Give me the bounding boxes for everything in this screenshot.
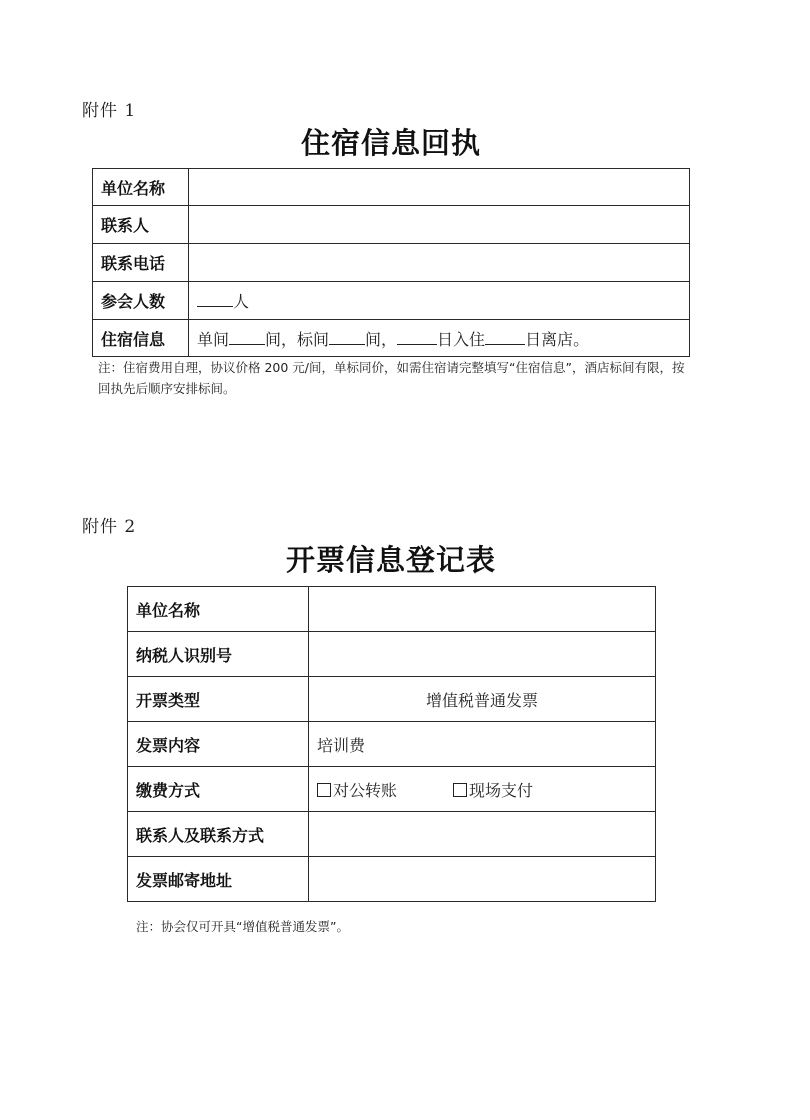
invoice-form-table bbox=[127, 586, 656, 902]
checkin-day-blank[interactable] bbox=[397, 329, 437, 345]
invoice-type-value: 增值税普通发票 bbox=[309, 677, 656, 722]
invoice-type-label: 开票类型 bbox=[128, 677, 309, 722]
mailing-address-field[interactable] bbox=[309, 857, 656, 902]
bank-transfer-checkbox[interactable] bbox=[317, 783, 331, 797]
lodging-text-rooms: 间， bbox=[365, 329, 398, 349]
lodging-text-checkout: 日离店。 bbox=[525, 329, 590, 349]
attachment-2-label: 附件 2 bbox=[82, 517, 137, 537]
phone-field[interactable] bbox=[189, 244, 690, 282]
payment-method-row bbox=[128, 767, 656, 812]
contact-row bbox=[93, 206, 690, 244]
unit-name-row bbox=[93, 169, 690, 206]
bank-transfer-option[interactable] bbox=[317, 781, 397, 800]
mailing-address-label: 发票邮寄地址 bbox=[128, 857, 309, 902]
invoice-unit-name-field[interactable] bbox=[309, 587, 656, 632]
contact-label: 联系人 bbox=[93, 206, 189, 244]
phone-label: 联系电话 bbox=[93, 244, 189, 282]
lodging-text-single: 单间 bbox=[197, 329, 230, 349]
contact-info-row bbox=[128, 812, 656, 857]
invoice-note: 注：协会仅可开具“增值税普通发票”。 bbox=[136, 919, 349, 934]
attendees-row bbox=[93, 282, 690, 320]
invoice-unit-name-label: 单位名称 bbox=[128, 587, 309, 632]
checkout-day-blank[interactable] bbox=[485, 329, 525, 345]
single-room-blank[interactable] bbox=[229, 329, 265, 345]
invoice-content-label: 发票内容 bbox=[128, 722, 309, 767]
contact-info-label: 联系人及联系方式 bbox=[128, 812, 309, 857]
attendees-unit: 人 bbox=[233, 292, 250, 311]
lodging-note: 注：住宿费用自理，协议价格 200 元/间，单标同价，如需住宿请完整填写“住宿信息”，酒店标间有限，按回执先后顺序安排标间。 bbox=[98, 360, 685, 396]
attendees-field[interactable] bbox=[189, 282, 690, 320]
standard-room-blank[interactable] bbox=[329, 329, 365, 345]
lodging-label: 住宿信息 bbox=[93, 320, 189, 357]
unit-name-field[interactable] bbox=[189, 169, 690, 206]
taxpayer-id-label: 纳税人识别号 bbox=[128, 632, 309, 677]
lodging-row bbox=[93, 320, 690, 357]
attachment-1-label: 附件 1 bbox=[82, 101, 137, 121]
invoice-content-value: 培训费 bbox=[309, 722, 656, 767]
lodging-text-checkin: 日入住 bbox=[437, 329, 486, 349]
lodging-form-title: 住宿信息回执 bbox=[300, 126, 481, 160]
invoice-form-title: 开票信息登记表 bbox=[285, 543, 496, 577]
contact-field[interactable] bbox=[189, 206, 690, 244]
payment-method-label: 缴费方式 bbox=[128, 767, 309, 812]
onsite-payment-label: 现场支付 bbox=[469, 780, 534, 800]
onsite-payment-option[interactable] bbox=[453, 781, 533, 800]
attendees-blank[interactable] bbox=[197, 291, 233, 307]
lodging-field bbox=[189, 320, 690, 357]
lodging-form-table bbox=[92, 168, 690, 357]
lodging-text-standard: 间，标间 bbox=[265, 329, 330, 349]
mailing-address-row bbox=[128, 857, 656, 902]
taxpayer-id-field[interactable] bbox=[309, 632, 656, 677]
contact-info-field[interactable] bbox=[309, 812, 656, 857]
taxpayer-id-row bbox=[128, 632, 656, 677]
invoice-content-row bbox=[128, 722, 656, 767]
payment-method-options bbox=[309, 767, 656, 812]
invoice-unit-name-row bbox=[128, 587, 656, 632]
unit-name-label: 单位名称 bbox=[93, 169, 189, 206]
onsite-payment-checkbox[interactable] bbox=[453, 783, 467, 797]
attendees-label: 参会人数 bbox=[93, 282, 189, 320]
bank-transfer-label: 对公转账 bbox=[333, 780, 398, 800]
invoice-type-row bbox=[128, 677, 656, 722]
phone-row bbox=[93, 244, 690, 282]
